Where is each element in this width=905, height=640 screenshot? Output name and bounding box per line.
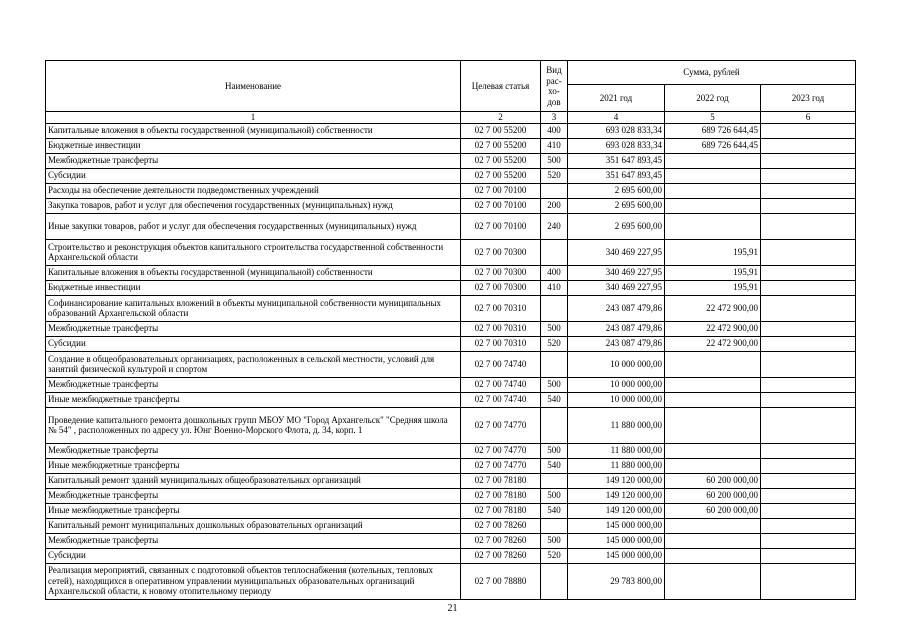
row-sum-2022-cell: 22 472 900,00 bbox=[665, 321, 761, 336]
row-name-cell: Межбюджетные трансферты bbox=[46, 153, 461, 168]
header-year-2021: 2021 год bbox=[568, 85, 665, 112]
column-number: 4 bbox=[568, 112, 665, 124]
table-row bbox=[46, 533, 856, 548]
row-target-article-cell: 02 7 00 74740 bbox=[461, 377, 541, 392]
row-expense-type-cell bbox=[541, 295, 568, 321]
row-name-cell: Капитальные вложения в объекты государственной (муниципальной) собственности bbox=[46, 265, 461, 280]
column-number-row bbox=[46, 112, 856, 124]
row-name-cell: Расходы на обеспечение деятельности подведомственных учреждений bbox=[46, 183, 461, 198]
row-name-cell: Капитальный ремонт муниципальных дошкольных образовательных организаций bbox=[46, 518, 461, 533]
table-row bbox=[46, 336, 856, 351]
row-expense-type-cell: 500 bbox=[541, 377, 568, 392]
row-sum-2022-cell bbox=[665, 183, 761, 198]
row-expense-type-cell: 200 bbox=[541, 198, 568, 213]
row-sum-2021-cell: 693 028 833,34 bbox=[568, 138, 665, 153]
row-sum-2023-cell bbox=[761, 548, 856, 563]
row-target-article-cell: 02 7 00 78260 bbox=[461, 533, 541, 548]
row-sum-2022-cell bbox=[665, 443, 761, 458]
table-row bbox=[46, 198, 856, 213]
table-row bbox=[46, 168, 856, 183]
row-name-cell: Капитальные вложения в объекты государственной (муниципальной) собственности bbox=[46, 123, 461, 138]
row-expense-type-cell: 540 bbox=[541, 503, 568, 518]
row-expense-type-cell: 500 bbox=[541, 443, 568, 458]
row-name-cell: Иные межбюджетные трансферты bbox=[46, 392, 461, 407]
row-sum-2021-cell: 2 695 600,00 bbox=[568, 198, 665, 213]
row-sum-2023-cell bbox=[761, 153, 856, 168]
table-row bbox=[46, 351, 856, 377]
row-sum-2021-cell: 340 469 227,95 bbox=[568, 280, 665, 295]
column-number: 6 bbox=[761, 112, 856, 124]
row-sum-2022-cell bbox=[665, 458, 761, 473]
row-name-cell: Межбюджетные трансферты bbox=[46, 377, 461, 392]
row-sum-2023-cell bbox=[761, 503, 856, 518]
table-row bbox=[46, 239, 856, 265]
row-sum-2021-cell: 10 000 000,00 bbox=[568, 377, 665, 392]
row-expense-type-cell: 500 bbox=[541, 153, 568, 168]
row-sum-2023-cell bbox=[761, 377, 856, 392]
column-number: 5 bbox=[665, 112, 761, 124]
table-row bbox=[46, 213, 856, 239]
row-sum-2021-cell: 243 087 479,86 bbox=[568, 321, 665, 336]
row-expense-type-cell: 520 bbox=[541, 548, 568, 563]
row-sum-2021-cell: 340 469 227,95 bbox=[568, 265, 665, 280]
row-name-cell: Межбюджетные трансферты bbox=[46, 443, 461, 458]
row-name-cell: Бюджетные инвестиции bbox=[46, 138, 461, 153]
table-row bbox=[46, 280, 856, 295]
row-target-article-cell: 02 7 00 70300 bbox=[461, 239, 541, 265]
row-name-cell: Капитальный ремонт зданий муниципальных общеобразовательных организаций bbox=[46, 473, 461, 488]
row-sum-2022-cell: 60 200 000,00 bbox=[665, 503, 761, 518]
row-sum-2023-cell bbox=[761, 265, 856, 280]
budget-table bbox=[45, 60, 856, 600]
row-expense-type-cell bbox=[541, 239, 568, 265]
row-sum-2021-cell: 2 695 600,00 bbox=[568, 183, 665, 198]
row-name-cell: Межбюджетные трансферты bbox=[46, 321, 461, 336]
row-target-article-cell: 02 7 00 78260 bbox=[461, 518, 541, 533]
row-sum-2021-cell: 11 880 000,00 bbox=[568, 458, 665, 473]
header-year-2023: 2023 год bbox=[761, 85, 856, 112]
row-sum-2022-cell bbox=[665, 563, 761, 599]
row-sum-2022-cell bbox=[665, 518, 761, 533]
row-target-article-cell: 02 7 00 55200 bbox=[461, 123, 541, 138]
table-row bbox=[46, 518, 856, 533]
row-expense-type-cell: 400 bbox=[541, 123, 568, 138]
row-name-cell: Строительство и реконструкция объектов капитального строительства государственной собственности Архангельской области bbox=[46, 239, 461, 265]
row-name-cell: Иные межбюджетные трансферты bbox=[46, 503, 461, 518]
row-sum-2021-cell: 2 695 600,00 bbox=[568, 213, 665, 239]
row-sum-2021-cell: 243 087 479,86 bbox=[568, 336, 665, 351]
row-sum-2021-cell: 11 880 000,00 bbox=[568, 443, 665, 458]
header-name: Наименование bbox=[46, 61, 461, 112]
row-name-cell: Межбюджетные трансферты bbox=[46, 488, 461, 503]
table-row bbox=[46, 503, 856, 518]
row-name-cell: Межбюджетные трансферты bbox=[46, 533, 461, 548]
row-sum-2021-cell: 149 120 000,00 bbox=[568, 503, 665, 518]
row-sum-2023-cell bbox=[761, 280, 856, 295]
row-name-cell: Субсидии bbox=[46, 168, 461, 183]
row-expense-type-cell: 400 bbox=[541, 265, 568, 280]
row-sum-2021-cell: 145 000 000,00 bbox=[568, 533, 665, 548]
row-expense-type-cell bbox=[541, 407, 568, 443]
row-sum-2022-cell: 22 472 900,00 bbox=[665, 336, 761, 351]
row-sum-2023-cell bbox=[761, 321, 856, 336]
row-sum-2022-cell bbox=[665, 533, 761, 548]
row-expense-type-cell: 520 bbox=[541, 336, 568, 351]
row-target-article-cell: 02 7 00 74770 bbox=[461, 458, 541, 473]
row-sum-2023-cell bbox=[761, 351, 856, 377]
row-expense-type-cell: 500 bbox=[541, 533, 568, 548]
row-sum-2021-cell: 351 647 893,45 bbox=[568, 153, 665, 168]
row-expense-type-cell: 240 bbox=[541, 213, 568, 239]
row-sum-2022-cell bbox=[665, 548, 761, 563]
row-sum-2023-cell bbox=[761, 183, 856, 198]
column-number: 2 bbox=[461, 112, 541, 124]
row-target-article-cell: 02 7 00 78180 bbox=[461, 503, 541, 518]
row-target-article-cell: 02 7 00 78180 bbox=[461, 473, 541, 488]
row-target-article-cell: 02 7 00 70100 bbox=[461, 183, 541, 198]
row-sum-2021-cell: 145 000 000,00 bbox=[568, 548, 665, 563]
row-sum-2022-cell bbox=[665, 198, 761, 213]
row-expense-type-cell: 500 bbox=[541, 321, 568, 336]
row-sum-2021-cell: 145 000 000,00 bbox=[568, 518, 665, 533]
table-row bbox=[46, 407, 856, 443]
row-sum-2023-cell bbox=[761, 392, 856, 407]
row-name-cell: Иные межбюджетные трансферты bbox=[46, 458, 461, 473]
row-sum-2022-cell: 195,91 bbox=[665, 265, 761, 280]
table-row bbox=[46, 377, 856, 392]
row-name-cell: Субсидии bbox=[46, 336, 461, 351]
row-sum-2023-cell bbox=[761, 295, 856, 321]
row-sum-2022-cell: 689 726 644,45 bbox=[665, 123, 761, 138]
row-name-cell: Софинансирование капитальных вложений в объекты муниципальной собственности муниципальных образований Архангельской области bbox=[46, 295, 461, 321]
row-target-article-cell: 02 7 00 74770 bbox=[461, 443, 541, 458]
row-sum-2022-cell bbox=[665, 392, 761, 407]
row-target-article-cell: 02 7 00 74740 bbox=[461, 351, 541, 377]
row-expense-type-cell: 410 bbox=[541, 138, 568, 153]
table-row bbox=[46, 321, 856, 336]
row-name-cell: Реализация мероприятий, связанных с подготовкой объектов теплоснабжения (котельных, тепловых сетей), находящихся в оперативном управлении муниципальных образовательных организаций Архангельской области, к новому отопительному периоду bbox=[46, 563, 461, 599]
row-sum-2023-cell bbox=[761, 138, 856, 153]
row-sum-2023-cell bbox=[761, 518, 856, 533]
row-sum-2021-cell: 29 783 800,00 bbox=[568, 563, 665, 599]
row-sum-2021-cell: 10 000 000,00 bbox=[568, 392, 665, 407]
row-sum-2023-cell bbox=[761, 473, 856, 488]
row-sum-2022-cell: 689 726 644,45 bbox=[665, 138, 761, 153]
row-target-article-cell: 02 7 00 70300 bbox=[461, 265, 541, 280]
header-expense-type: Вид рас-хо-дов bbox=[541, 61, 568, 112]
row-sum-2021-cell: 351 647 893,45 bbox=[568, 168, 665, 183]
row-sum-2022-cell bbox=[665, 351, 761, 377]
row-sum-2021-cell: 693 028 833,34 bbox=[568, 123, 665, 138]
row-expense-type-cell bbox=[541, 563, 568, 599]
row-sum-2023-cell bbox=[761, 123, 856, 138]
row-sum-2023-cell bbox=[761, 168, 856, 183]
row-sum-2023-cell bbox=[761, 213, 856, 239]
table-row bbox=[46, 563, 856, 599]
row-name-cell: Субсидии bbox=[46, 548, 461, 563]
row-sum-2021-cell: 149 120 000,00 bbox=[568, 488, 665, 503]
row-target-article-cell: 02 7 00 70300 bbox=[461, 280, 541, 295]
row-target-article-cell: 02 7 00 78180 bbox=[461, 488, 541, 503]
row-sum-2023-cell bbox=[761, 443, 856, 458]
row-expense-type-cell: 520 bbox=[541, 168, 568, 183]
row-sum-2023-cell bbox=[761, 488, 856, 503]
header-sum: Сумма, рублей bbox=[568, 61, 856, 85]
row-name-cell: Иные закупки товаров, работ и услуг для обеспечения государственных (муниципальных) нужд bbox=[46, 213, 461, 239]
table-header bbox=[46, 61, 856, 124]
row-sum-2021-cell: 243 087 479,86 bbox=[568, 295, 665, 321]
header-year-2022: 2022 год bbox=[665, 85, 761, 112]
row-sum-2023-cell bbox=[761, 407, 856, 443]
row-sum-2023-cell bbox=[761, 198, 856, 213]
table-body bbox=[46, 123, 856, 599]
row-sum-2022-cell: 195,91 bbox=[665, 239, 761, 265]
row-expense-type-cell: 500 bbox=[541, 488, 568, 503]
row-expense-type-cell bbox=[541, 473, 568, 488]
table-row bbox=[46, 458, 856, 473]
row-target-article-cell: 02 7 00 70310 bbox=[461, 295, 541, 321]
row-sum-2021-cell: 149 120 000,00 bbox=[568, 473, 665, 488]
column-number: 3 bbox=[541, 112, 568, 124]
row-name-cell: Закупка товаров, работ и услуг для обеспечения государственных (муниципальных) нужд bbox=[46, 198, 461, 213]
row-target-article-cell: 02 7 00 74770 bbox=[461, 407, 541, 443]
table-row bbox=[46, 548, 856, 563]
row-sum-2023-cell bbox=[761, 458, 856, 473]
row-expense-type-cell: 540 bbox=[541, 458, 568, 473]
row-sum-2021-cell: 11 880 000,00 bbox=[568, 407, 665, 443]
row-sum-2022-cell bbox=[665, 153, 761, 168]
row-expense-type-cell bbox=[541, 351, 568, 377]
row-expense-type-cell bbox=[541, 518, 568, 533]
row-target-article-cell: 02 7 00 70100 bbox=[461, 213, 541, 239]
row-sum-2023-cell bbox=[761, 336, 856, 351]
table-row bbox=[46, 153, 856, 168]
page-number: 21 bbox=[447, 603, 458, 614]
table-row bbox=[46, 295, 856, 321]
row-sum-2022-cell: 195,91 bbox=[665, 280, 761, 295]
header-target-article: Целевая статья bbox=[461, 61, 541, 112]
row-target-article-cell: 02 7 00 55200 bbox=[461, 138, 541, 153]
row-target-article-cell: 02 7 00 55200 bbox=[461, 153, 541, 168]
row-target-article-cell: 02 7 00 70310 bbox=[461, 321, 541, 336]
row-sum-2022-cell bbox=[665, 377, 761, 392]
table-row bbox=[46, 488, 856, 503]
table-row bbox=[46, 443, 856, 458]
row-sum-2022-cell: 22 472 900,00 bbox=[665, 295, 761, 321]
row-target-article-cell: 02 7 00 78260 bbox=[461, 548, 541, 563]
row-expense-type-cell: 410 bbox=[541, 280, 568, 295]
row-expense-type-cell bbox=[541, 183, 568, 198]
table-row bbox=[46, 123, 856, 138]
row-sum-2022-cell: 60 200 000,00 bbox=[665, 473, 761, 488]
row-name-cell: Создание в общеобразовательных организациях, расположенных в сельской местности, условий для занятий физической культурой и спортом bbox=[46, 351, 461, 377]
row-target-article-cell: 02 7 00 70100 bbox=[461, 198, 541, 213]
row-name-cell: Бюджетные инвестиции bbox=[46, 280, 461, 295]
row-sum-2022-cell: 60 200 000,00 bbox=[665, 488, 761, 503]
row-expense-type-cell: 540 bbox=[541, 392, 568, 407]
table-row bbox=[46, 265, 856, 280]
row-sum-2023-cell bbox=[761, 563, 856, 599]
row-sum-2021-cell: 10 000 000,00 bbox=[568, 351, 665, 377]
row-sum-2022-cell bbox=[665, 407, 761, 443]
row-target-article-cell: 02 7 00 70310 bbox=[461, 336, 541, 351]
row-sum-2021-cell: 340 469 227,95 bbox=[568, 239, 665, 265]
row-sum-2022-cell bbox=[665, 168, 761, 183]
row-name-cell: Проведение капитального ремонта дошкольных групп МБОУ МО "Город Архангельск" "Средняя школа № 54" , расположенных по адресу ул. Юнг Военно-Морского Флота, д. 34, корп. 1 bbox=[46, 407, 461, 443]
table-row bbox=[46, 138, 856, 153]
table-row bbox=[46, 473, 856, 488]
row-target-article-cell: 02 7 00 55200 bbox=[461, 168, 541, 183]
table-row bbox=[46, 392, 856, 407]
row-sum-2023-cell bbox=[761, 239, 856, 265]
row-target-article-cell: 02 7 00 78880 bbox=[461, 563, 541, 599]
column-number: 1 bbox=[46, 112, 461, 124]
row-target-article-cell: 02 7 00 74740 bbox=[461, 392, 541, 407]
row-sum-2022-cell bbox=[665, 213, 761, 239]
table-row bbox=[46, 183, 856, 198]
row-sum-2023-cell bbox=[761, 533, 856, 548]
